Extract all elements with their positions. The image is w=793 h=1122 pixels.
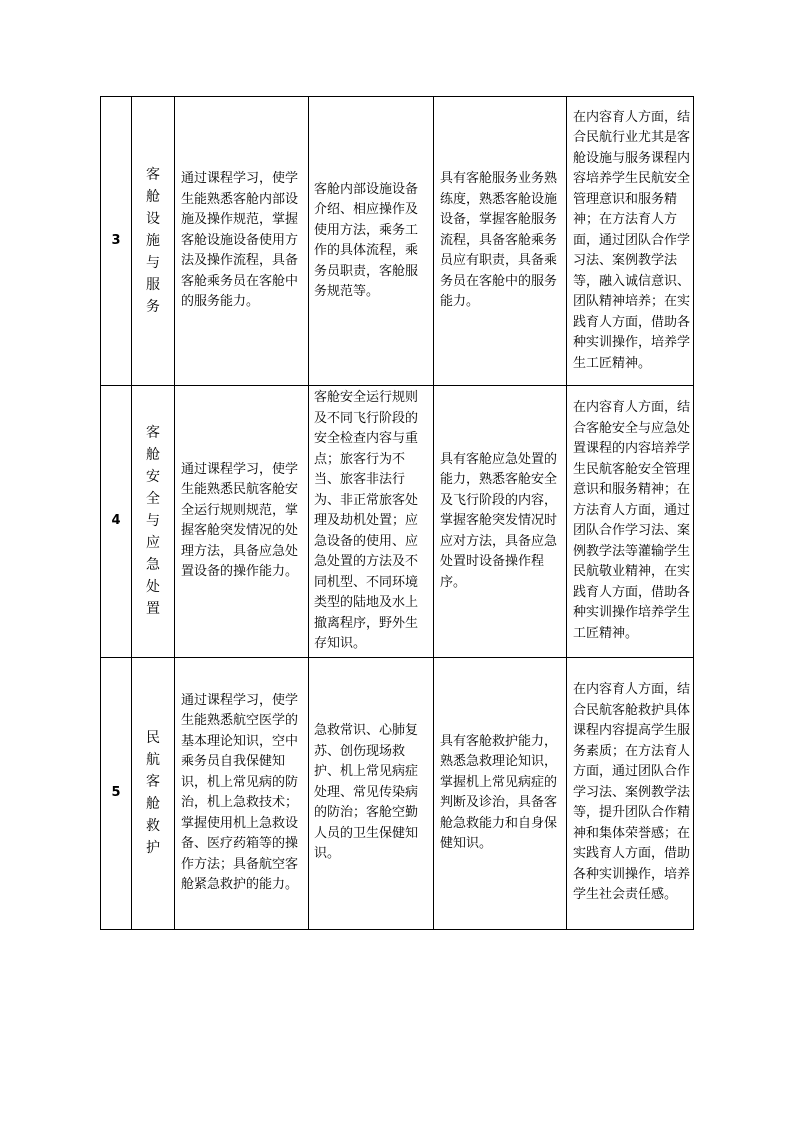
row-number: 4 bbox=[101, 386, 132, 658]
course-requirement: 具有客舱应急处置的能力，熟悉客舱安全及飞行阶段的内容，掌握客舱突发情况时应对方法，具备应急处置时设备操作程序。 bbox=[440, 451, 558, 590]
row-number: 5 bbox=[101, 657, 132, 929]
course-objective: 通过课程学习，使学生能熟悉民航客舱安全运行规则规范，掌握客舱突发情况的处理方法，具备应急处置设备的操作能力。 bbox=[181, 461, 299, 580]
course-name: 客舱设施与服务 bbox=[146, 167, 160, 315]
course-objective: 通过课程学习，使学生能熟悉航空医学的基本理论知识，空中乘务员自我保健知识，机上常见病的防治，机上急救技术；掌握使用机上急救设备、医疗药箱等的操作方法；具备航空客舱紧急救护的能力。 bbox=[181, 692, 299, 892]
course-content: 急救常识、心肺复苏、创伤现场救护、机上常见病症处理、常见传染病的防治；客舱空勤人员的卫生保健知识。 bbox=[314, 723, 419, 862]
ideological-education: 在内容育人方面，结合客舱安全与应急处置课程的内容培养学生民航客舱安全管理意识和服务精神；在方法育人方面，通过团队合作学习法、案例教学法等灌输学生民航敬业精神，在实践育人方面，借助各种实训操作培养学生工匠精神。 bbox=[573, 400, 691, 641]
course-objective: 通过课程学习，使学生能熟悉客舱内部设施及操作规范，掌握客舱设施设备使用方法及操作流程，具备客舱乘务员在客舱中的服务能力。 bbox=[181, 171, 299, 310]
course-content: 客舱内部设施设备介绍、相应操作及使用方法，乘务工作的具体流程，乘务员职责，客舱服务规范等。 bbox=[314, 181, 419, 299]
ideological-education: 在内容育人方面，结合民航行业尤其是客舱设施与服务课程内容培养学生民航安全管理意识和服务精神；在方法育人方面，通过团队合作学习法、案例教学法等，融入诚信意识、团队精神培养；在实践育人方面，借助各种实训操作，培养学生工匠精神。 bbox=[573, 109, 691, 371]
course-table bbox=[100, 96, 694, 930]
course-requirement: 具有客舱服务业务熟练度，熟悉客舱设施设备，掌握客舱服务流程，具备客舱乘务员应有职责，具备乘务员在客舱中的服务能力。 bbox=[440, 171, 558, 310]
course-content: 客舱安全运行规则及不同飞行阶段的安全检查内容与重点；旅客行为不当、旅客非法行为、非正常旅客处理及劫机处置；应急设备的使用、应急处置的方法及不同机型、不同环境类型的陆地及水上撤离程序，野外生存知识。 bbox=[314, 390, 419, 651]
ideological-education: 在内容育人方面，结合民航客舱救护具体课程内容提高学生服务素质；在方法育人方面，通过团队合作学习法、案例教学法等，提升团队合作精神和集体荣誉感；在实践育人方面，借助各种实训操作，培养学生社会责任感。 bbox=[573, 682, 691, 903]
course-name: 客舱安全与应急处置 bbox=[146, 425, 160, 618]
table-row bbox=[101, 386, 694, 658]
row-number: 3 bbox=[101, 97, 132, 386]
table-row bbox=[101, 657, 694, 929]
course-requirement: 具有客舱救护能力，熟悉急救理论知识，掌握机上常见病症的判断及诊治，具备客舱急救能力和自身保健知识。 bbox=[440, 733, 558, 851]
course-name: 民航客舱救护 bbox=[146, 730, 160, 856]
table-row bbox=[101, 97, 694, 386]
